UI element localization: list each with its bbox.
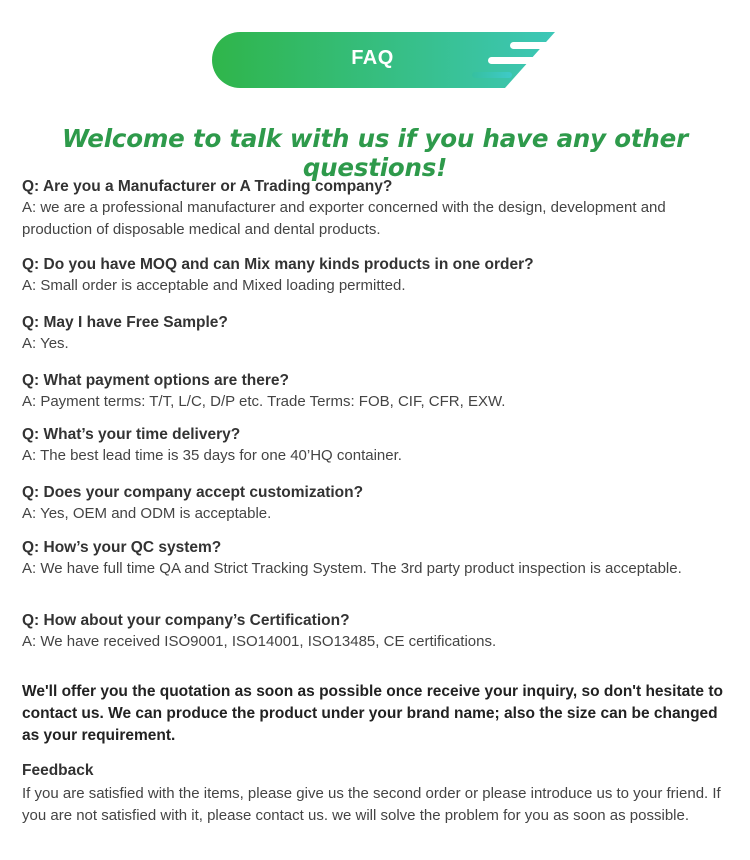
faq-banner [0, 0, 750, 110]
faq-answer: A: Payment terms: T/T, L/C, D/P etc. Trade Terms: FOB, CIF, CFR, EXW. [22, 393, 506, 410]
faq-answer: A: Yes. [22, 335, 69, 352]
closing-statement: We'll offer you the quotation as soon as possible once receive your inquiry, so don't hesitate to contact us. We can produce the product under your brand name; also the size can be changed as your requirement. [22, 683, 723, 744]
faq-answer: A: The best lead time is 35 days for one 40’HQ container. [22, 447, 402, 464]
faq-answer: A: Small order is acceptable and Mixed loading permitted. [22, 277, 406, 294]
faq-question: Q: Are you a Manufacturer or A Trading company? [22, 178, 393, 195]
faq-question: Q: How about your company’s Certification? [22, 612, 350, 629]
faq-item-8 [22, 610, 724, 653]
faq-question: Q: May I have Free Sample? [22, 314, 228, 331]
banner-stripe-bottom [472, 72, 512, 78]
faq-answer: A: We have received ISO9001, ISO14001, ISO13485, CE certifications. [22, 633, 497, 650]
faq-item-2 [22, 254, 724, 297]
page-headline: Welcome to talk with us if you have any other questions! [62, 124, 688, 182]
faq-item-5 [22, 424, 724, 467]
faq-question: Q: How’s your QC system? [22, 539, 222, 556]
feedback-body: If you are satisfied with the items, please give us the second order or please introduce us to your friend. If you are not satisfied with it, please contact us. we will solve the problem for you as soon as possible. [22, 785, 721, 824]
faq-item-7 [22, 537, 724, 580]
faq-question: Q: Do you have MOQ and can Mix many kinds products in one order? [22, 256, 534, 273]
faq-item-3 [22, 312, 724, 355]
banner-stripe-middle [488, 57, 538, 64]
faq-item-4 [22, 370, 724, 413]
faq-answer: A: We have full time QA and Strict Tracking System. The 3rd party product inspection is acceptable. [22, 560, 682, 577]
faq-answer: A: we are a professional manufacturer and exporter concerned with the design, development and production of disposable medical and dental products. [22, 199, 666, 238]
faq-question: Q: Does your company accept customization? [22, 484, 364, 501]
faq-item-1 [22, 176, 724, 241]
faq-item-6 [22, 482, 724, 525]
banner-stripe-top [510, 42, 554, 49]
banner-title: FAQ [351, 47, 394, 69]
feedback-title: Feedback [22, 762, 94, 779]
faq-question: Q: What payment options are there? [22, 372, 289, 389]
faq-answer: A: Yes, OEM and ODM is acceptable. [22, 505, 272, 522]
faq-question: Q: What’s your time delivery? [22, 426, 241, 443]
